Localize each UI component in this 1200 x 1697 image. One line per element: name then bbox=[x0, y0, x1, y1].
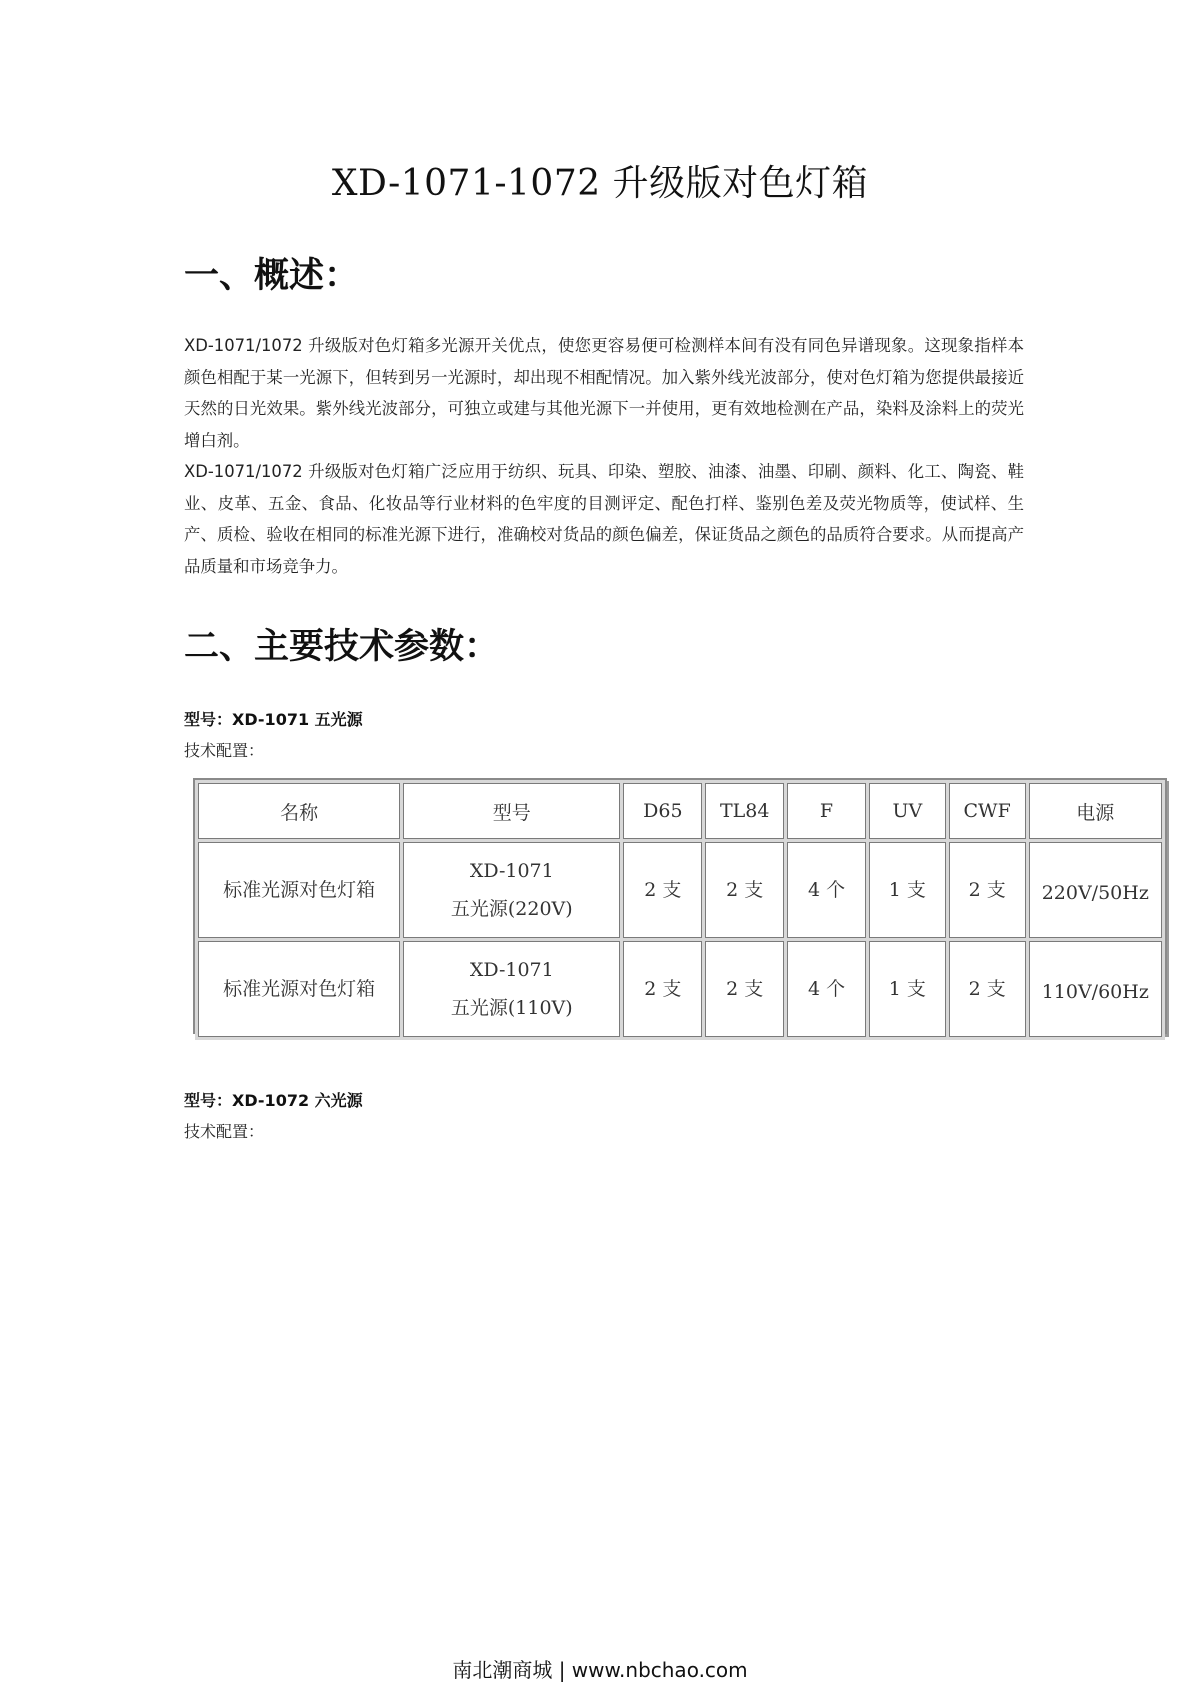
cell-tl84: 2 支 bbox=[705, 842, 784, 938]
header-name: 名称 bbox=[198, 783, 400, 839]
header-model: 型号 bbox=[403, 783, 620, 839]
header-d65: D65 bbox=[623, 783, 702, 839]
config-label-xd1071: 技术配置： bbox=[184, 741, 265, 760]
header-tl84: TL84 bbox=[705, 783, 784, 839]
section-heading-overview: 一、概述： bbox=[184, 256, 360, 296]
cell-model-line2: 五光源(220V) bbox=[450, 898, 573, 920]
overview-body bbox=[184, 330, 1024, 582]
model-label-xd1071: 型号：XD-1071 五光源 bbox=[184, 710, 363, 729]
header-cwf: CWF bbox=[949, 783, 1026, 839]
spec-table bbox=[195, 780, 1165, 1040]
spec-table-header-row bbox=[198, 783, 1162, 839]
cell-d65: 2 支 bbox=[623, 842, 702, 938]
cell-power: 220V/50Hz bbox=[1029, 842, 1162, 938]
model-label-xd1072: 型号：XD-1072 六光源 bbox=[184, 1091, 363, 1110]
table-row bbox=[198, 941, 1162, 1037]
cell-f: 4 个 bbox=[787, 941, 866, 1037]
table-row bbox=[198, 842, 1162, 938]
header-power: 电源 bbox=[1029, 783, 1162, 839]
cell-cwf: 2 支 bbox=[949, 941, 1026, 1037]
cell-d65: 2 支 bbox=[623, 941, 702, 1037]
header-uv: UV bbox=[869, 783, 946, 839]
document-title: XD-1071-1072 升级版对色灯箱 bbox=[331, 163, 869, 204]
overview-paragraph-1: XD-1071/1072 升级版对色灯箱多光源开关优点，使您更容易便可检测样本间有没有同色异谱现象。这现象指样本颜色相配于某一光源下，但转到另一光源时，却出现不相配情况。加入紫外线光波部分，使对色灯箱为您提供最接近天然的日光效果。紫外线光波部分，可独立或建与其他光源下一并使用，更有效地检测在产品，染料及涂料上的荧光增白剂。 bbox=[184, 336, 1024, 450]
cell-cwf: 2 支 bbox=[949, 842, 1026, 938]
cell-power: 110V/60Hz bbox=[1029, 941, 1162, 1037]
cell-model bbox=[403, 941, 620, 1037]
cell-uv: 1 支 bbox=[869, 842, 946, 938]
cell-model-line2: 五光源(110V) bbox=[450, 997, 573, 1019]
footer-link[interactable]: 南北潮商城 | www.nbchao.com bbox=[452, 1658, 748, 1682]
overview-paragraph-2: XD-1071/1072 升级版对色灯箱广泛应用于纺织、玩具、印染、塑胶、油漆、油墨、印刷、颜料、化工、陶瓷、鞋业、皮革、五金、食品、化妆品等行业材料的色牢度的目测评定、配色打样、鉴别色差及荧光物质等，使试样、生产、质检、验收在相同的标准光源下进行，准确校对货品的颜色偏差，保证货品之颜色的品质符合要求。从而提高产品质量和市场竞争力。 bbox=[184, 462, 1024, 576]
header-f: F bbox=[787, 783, 866, 839]
cell-uv: 1 支 bbox=[869, 941, 946, 1037]
cell-f: 4 个 bbox=[787, 842, 866, 938]
config-label-xd1072: 技术配置： bbox=[184, 1122, 265, 1141]
cell-name: 标准光源对色灯箱 bbox=[198, 842, 400, 938]
spec-table-frame bbox=[193, 778, 1167, 1034]
cell-name: 标准光源对色灯箱 bbox=[198, 941, 400, 1037]
cell-model bbox=[403, 842, 620, 938]
section-heading-params: 二、主要技术参数： bbox=[184, 627, 500, 667]
cell-model-line1: XD-1071 bbox=[469, 959, 554, 981]
cell-model-line1: XD-1071 bbox=[469, 860, 554, 882]
cell-tl84: 2 支 bbox=[705, 941, 784, 1037]
